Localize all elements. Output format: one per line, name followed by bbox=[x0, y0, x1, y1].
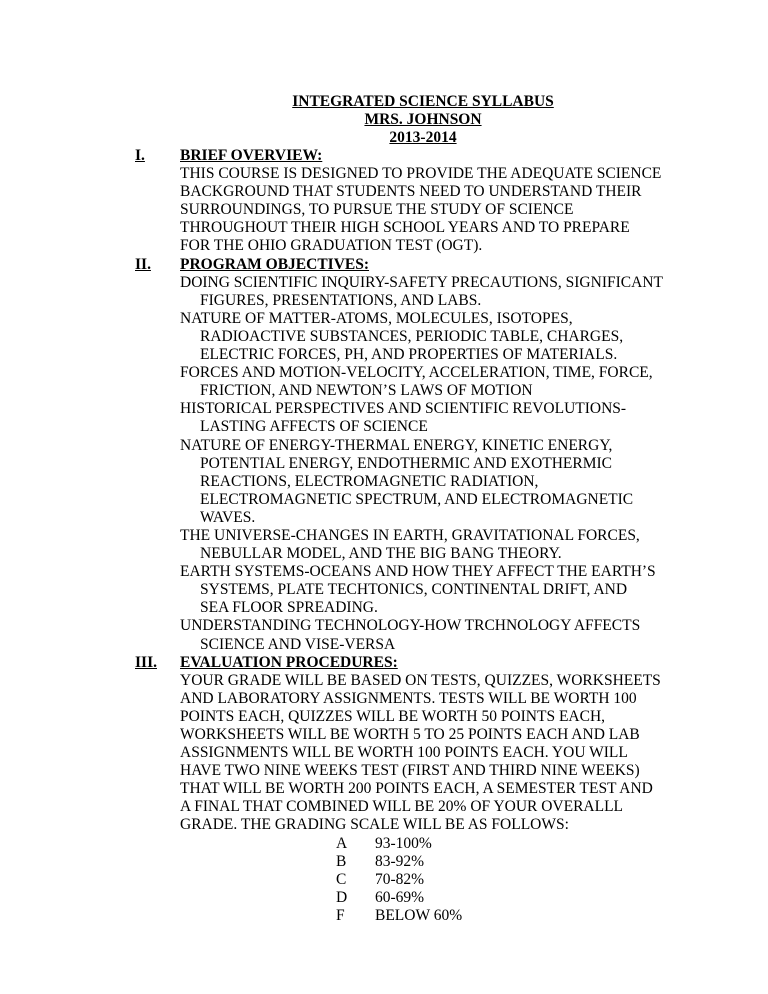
section-body bbox=[180, 654, 740, 925]
grade-range: 93-100% bbox=[375, 834, 432, 852]
grade-range: 60-69% bbox=[375, 888, 425, 906]
section-body bbox=[180, 256, 740, 654]
grade-row bbox=[336, 889, 740, 907]
objective-item bbox=[180, 563, 740, 617]
sections bbox=[0, 147, 768, 925]
objective-line: REACTIONS, ELECTROMAGNETIC RADIATION, bbox=[200, 472, 539, 490]
section-body bbox=[180, 147, 740, 256]
objective-line: FORCES AND MOTION-VELOCITY, ACCELERATION, TIME, FORCE, bbox=[180, 364, 653, 382]
section-evaluation bbox=[0, 654, 768, 925]
grade-range: BELOW 60% bbox=[375, 906, 463, 924]
text-line: YOUR GRADE WILL BE BASED ON TESTS, QUIZZES, WORKSHEETS bbox=[180, 671, 661, 689]
objective-item bbox=[180, 527, 740, 563]
objective-line: THE UNIVERSE-CHANGES IN EARTH, GRAVITATIONAL FORCES, bbox=[180, 526, 640, 544]
section-heading: EVALUATION PROCEDURES: bbox=[180, 653, 398, 671]
objective-line: ELECTRIC FORCES, PH, AND PROPERTIES OF MATERIALS. bbox=[200, 346, 618, 364]
document-title: INTEGRATED SCIENCE SYLLABUS bbox=[292, 93, 554, 110]
teacher-name: MRS. JOHNSON bbox=[364, 111, 482, 129]
objective-line: NATURE OF MATTER-ATOMS, MOLECULES, ISOTOPES, bbox=[180, 309, 573, 327]
grade-range: 70-82% bbox=[375, 870, 425, 888]
grade-letter: A bbox=[336, 834, 348, 852]
objective-line: NATURE OF ENERGY-THERMAL ENERGY, KINETIC ENERGY, bbox=[180, 436, 613, 454]
objective-item bbox=[180, 274, 740, 310]
section-objectives bbox=[0, 256, 768, 654]
grade-letter: F bbox=[336, 906, 345, 924]
text-line: THAT WILL BE WORTH 200 POINTS EACH, A SEMESTER TEST AND bbox=[180, 780, 653, 798]
text-line: AND LABORATORY ASSIGNMENTS. TESTS WILL BE WORTH 100 bbox=[180, 689, 637, 707]
section-heading: PROGRAM OBJECTIVES: bbox=[180, 255, 370, 273]
text-line: BACKGROUND THAT STUDENTS NEED TO UNDERSTAND THEIR bbox=[180, 183, 642, 201]
text-line: ASSIGNMENTS WILL BE WORTH 100 POINTS EACH. YOU WILL bbox=[180, 744, 628, 762]
text-line: THIS COURSE IS DESIGNED TO PROVIDE THE ADEQUATE SCIENCE bbox=[180, 165, 662, 183]
text-line: GRADE. THE GRADING SCALE WILL BE AS FOLLOWS: bbox=[180, 816, 569, 834]
objective-line: SEA FLOOR SPREADING. bbox=[200, 599, 378, 617]
grade-row bbox=[336, 853, 740, 871]
objective-line: FIGURES, PRESENTATIONS, AND LABS. bbox=[200, 291, 482, 309]
objective-line: DOING SCIENTIFIC INQUIRY-SAFETY PRECAUTIONS, SIGNIFICANT bbox=[180, 273, 663, 291]
school-year: 2013-2014 bbox=[389, 129, 457, 147]
objective-line: SYSTEMS, PLATE TECHTONICS, CONTINENTAL DRIFT, AND bbox=[200, 581, 628, 599]
text-line: POINTS EACH, QUIZZES WILL BE WORTH 50 POINTS EACH, bbox=[180, 707, 606, 725]
title-block bbox=[0, 93, 768, 147]
grade-row bbox=[336, 907, 740, 925]
grade-letter: B bbox=[336, 852, 347, 870]
objective-line: SCIENCE AND VISE-VERSA bbox=[200, 635, 396, 653]
text-line: FOR THE OHIO GRADUATION TEST (OGT). bbox=[180, 237, 483, 255]
grade-letter: D bbox=[336, 888, 348, 906]
text-line: SURROUNDINGS, TO PURSUE THE STUDY OF SCIENCE bbox=[180, 201, 574, 219]
grade-letter: C bbox=[336, 870, 347, 888]
objective-line: EARTH SYSTEMS-OCEANS AND HOW THEY AFFECT THE EARTH’S bbox=[180, 563, 656, 581]
objective-line: WAVES. bbox=[200, 508, 256, 526]
objective-line: UNDERSTANDING TECHNOLOGY-HOW TRCHNOLOGY AFFECTS bbox=[180, 617, 641, 635]
objective-line: RADIOACTIVE SUBSTANCES, PERIODIC TABLE, CHARGES, bbox=[200, 327, 624, 345]
text-line: THROUGHOUT THEIR HIGH SCHOOL YEARS AND TO PREPARE bbox=[180, 219, 630, 237]
objective-item bbox=[180, 437, 740, 527]
section-numeral: III. bbox=[135, 653, 157, 671]
grade-row bbox=[336, 835, 740, 853]
objective-item bbox=[180, 617, 740, 653]
grade-row bbox=[336, 871, 740, 889]
objective-item bbox=[180, 310, 740, 364]
text-line: WORKSHEETS WILL BE WORTH 5 TO 25 POINTS EACH AND LAB bbox=[180, 726, 640, 743]
text-line: A FINAL THAT COMBINED WILL BE 20% OF YOUR OVERALLL bbox=[180, 798, 624, 816]
objective-line: NEBULLAR MODEL, AND THE BIG BANG THEORY. bbox=[200, 545, 562, 563]
grading-scale-table bbox=[336, 835, 740, 925]
objective-line: ELECTROMAGNETIC SPECTRUM, AND ELECTROMAGNETIC bbox=[200, 490, 634, 508]
objective-item bbox=[180, 364, 740, 400]
objective-line: POTENTIAL ENERGY, ENDOTHERMIC AND EXOTHERMIC bbox=[200, 454, 613, 472]
section-overview bbox=[0, 147, 768, 256]
section-numeral: I. bbox=[135, 147, 145, 164]
objective-line: FRICTION, AND NEWTON’S LAWS OF MOTION bbox=[200, 382, 533, 400]
objective-item bbox=[180, 400, 740, 436]
text-line: HAVE TWO NINE WEEKS TEST (FIRST AND THIRD NINE WEEKS) bbox=[180, 762, 640, 780]
objective-line: HISTORICAL PERSPECTIVES AND SCIENTIFIC REVOLUTIONS- bbox=[180, 400, 627, 418]
section-heading: BRIEF OVERVIEW: bbox=[180, 147, 323, 164]
objective-line: LASTING AFFECTS OF SCIENCE bbox=[200, 418, 428, 436]
section-numeral: II. bbox=[135, 255, 151, 273]
grade-range: 83-92% bbox=[375, 852, 425, 870]
